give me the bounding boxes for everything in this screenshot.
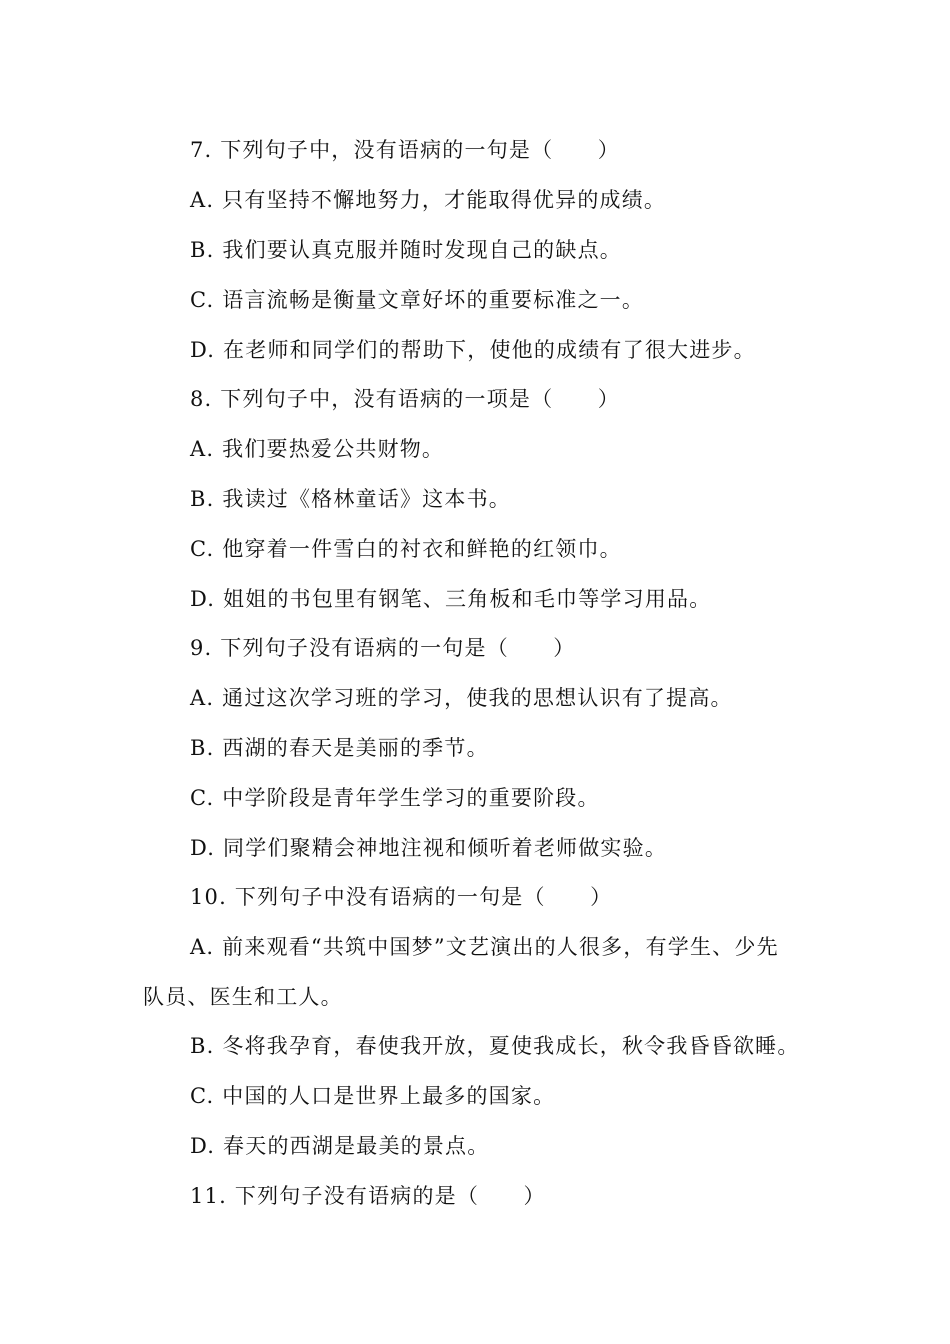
question-9-option-d: D. 同学们聚精会神地注视和倾听着老师做实验。: [190, 836, 668, 860]
question-9-option-a: A. 通过这次学习班的学习，使我的思想认识有了提高。: [190, 686, 733, 710]
question-10-option-b: B. 冬将我孕育，春使我开放，夏使我成长，秋令我昏昏欲睡。: [190, 1034, 800, 1058]
question-7-option-b: B. 我们要认真克服并随时发现自己的缺点。: [190, 238, 622, 262]
question-7-option-a: A. 只有坚持不懈地努力，才能取得优异的成绩。: [190, 188, 667, 212]
question-7-option-c: C. 语言流畅是衡量文章好坏的重要标准之一。: [190, 288, 645, 312]
question-9-option-b: B. 西湖的春天是美丽的季节。: [190, 736, 489, 760]
question-11-stem: 11. 下列句子没有语病的是（ ）: [190, 1184, 546, 1208]
question-10-option-c: C. 中国的人口是世界上最多的国家。: [190, 1084, 556, 1108]
question-10-option-d: D. 春天的西湖是最美的景点。: [190, 1134, 490, 1158]
question-10-stem: 10. 下列句子中没有语病的一句是（ ）: [190, 885, 613, 909]
question-8-option-c: C. 他穿着一件雪白的衬衣和鲜艳的红领巾。: [190, 537, 622, 561]
question-8-stem: 8. 下列句子中，没有语病的一项是（ ）: [190, 387, 620, 411]
question-8-option-d: D. 姐姐的书包里有钢笔、三角板和毛巾等学习用品。: [190, 587, 712, 611]
question-8-option-a: A. 我们要热爱公共财物。: [190, 437, 445, 461]
question-10-option-a-line-1: A. 前来观看“共筑中国梦”文艺演出的人很多，有学生、少先: [190, 935, 779, 959]
question-8-option-b: B. 我读过《格林童话》这本书。: [190, 487, 511, 511]
question-10-option-a-line-2: 队员、医生和工人。: [143, 985, 343, 1009]
question-7-stem: 7. 下列句子中，没有语病的一句是（ ）: [190, 138, 620, 162]
question-9-option-c: C. 中学阶段是青年学生学习的重要阶段。: [190, 786, 600, 810]
question-9-stem: 9. 下列句子没有语病的一句是（ ）: [190, 636, 576, 660]
question-7-option-d: D. 在老师和同学们的帮助下，使他的成绩有了很大进步。: [190, 338, 756, 362]
